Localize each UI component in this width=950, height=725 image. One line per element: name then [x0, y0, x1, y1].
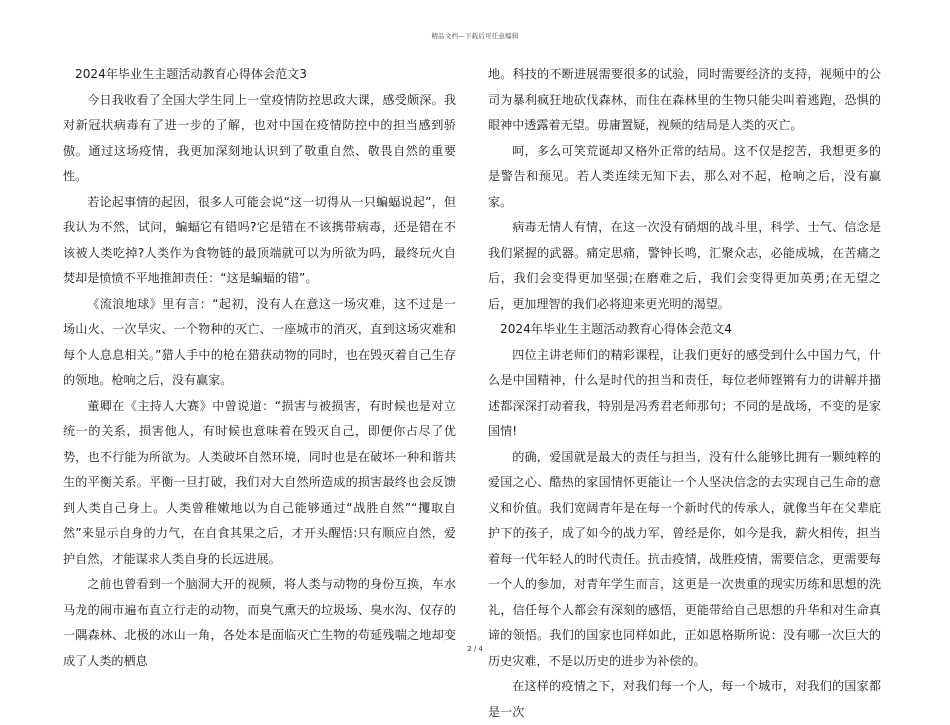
essay-title-3: 2024年毕业生主题活动教育心得体会范文3 — [75, 67, 307, 81]
paragraph: 的确，爱国就是最大的责任与担当，没有什么能够比拥有一颗纯粹的爱国之心、酷热的家国情怀更能让一个人坚决信念的去实现自己生命的意义和价值。我们宽阔青年是在每一个新时代的传承人，就像当年在父辈庇护下的孩子，成了如今的战力军，曾经是你，如今是我，薪火相传，担当着每一代年轻人的时代责任。抗击疫情，战胜疫情，需要信念，更需要每一个人的参加，对青年学生而言，这更是一次贵重的现实历练和思想的洗礼，信任每个人都会有深刻的感悟，更能带给自己思想的升华和对生命真谛的领悟。我们的国家也同样如此，正如恩格斯所说：没有哪一次巨大的历史灾难，不是以历史的进步为补偿的。 — [488, 449, 881, 668]
page-header: 精品文档—下载后可任意编辑 — [431, 32, 519, 40]
paragraph: 若论起事情的起因，很多人可能会说“这一切得从一只蝙蝠说起”，但我认为不然，试问，蝙蝠它有错吗?它是错在不该携带病毒，还是错在不该被人类吃掉?人类作为食物链的最顶端就可以为所欲为吗，最终玩火自焚却是愤愤不平地推卸责任：“这是蝙蝠的错”。 — [63, 194, 456, 285]
page-number: 2 / 4 — [467, 645, 483, 653]
paragraph: 《流浪地球》里有言：“起初，没有人在意这一场灾难，这不过是一场山火、一次旱灾、一个物种的灭亡、一座城市的消灭，直到这场灾难和每个人息息相关。”猎人手中的枪在猎获动物的同时，也在毁灭着自己生存的领地。枪响之后，没有赢家。 — [63, 296, 456, 387]
paragraph: 在这样的疫情之下，对我们每一个人，每一个城市，对我们的国家都是一次 — [488, 679, 881, 719]
left-column — [63, 62, 456, 674]
paragraph: 之前也曾看到一个脑洞大开的视频，将人类与动物的身份互换，车水马龙的闹市遍布直立行走的动物，而臭气熏天的垃圾场、臭水沟、仅存的一隅森林、北极的冰山一角，各处本是面临灭亡生物的苟延残喘之地却变成了人类的栖息 — [63, 577, 456, 668]
paragraph: 病毒无情人有情，在这一次没有硝烟的战斗里，科学、士气、信念是我们紧握的武器。痛定思痛，警钟长鸣，汇聚众志，必能成城，在苦痛之后，我们会变得更加坚强;在磨难之后，我们会变得更加英勇;在无望之后，更加理智的我们必将迎来更光明的渴望。 — [488, 220, 881, 311]
right-column — [488, 62, 881, 725]
paragraph: 呵，多么可笑荒诞却又格外正常的结局。这不仅是挖苦，我想更多的是警告和预见。若人类连续无知下去，那么对不起，枪响之后，没有赢家。 — [488, 143, 881, 209]
paragraph: 今日我收看了全国大学生同上一堂疫情防控思政大课，感受颇深。我对新冠状病毒有了进一步的了解，也对中国在疫情防控中的担当感到骄傲。通过这场疫情，我更加深刻地认识到了敬重自然、敬畏自然的重要性。 — [63, 92, 456, 183]
paragraph-continuation: 地。科技的不断进展需要很多的试验，同时需要经济的支持，视频中的公司为暴利疯狂地砍伐森林，而住在森林里的生物只能尖叫着逃跑，恐惧的眼神中透露着无望。毋庸置疑，视频的结局是人类的灭亡。 — [488, 67, 881, 132]
essay-title-4: 2024年毕业生主题活动教育心得体会范文4 — [500, 322, 732, 336]
paragraph: 董卿在《主持人大赛》中曾说道：“损害与被损害，有时候也是对立统一的关系，损害他人，有时候也意味着在毁灭自己，即便你占尽了优势，也不行能为所欲为。人类破坏自然环境，同时也是在破坏一种和谐共生的平衡关系。平衡一旦打破，我们对大自然所造成的损害最终也会反馈到人类自己身上。人类曾稚嫩地以为自己能够通过“战胜自然”“攫取自然”来显示自身的力气，在自食其果之后，才开头醒悟:只有顺应自然，爱护自然，才能谋求人类自身的长远进展。 — [63, 398, 456, 566]
paragraph: 四位主讲老师们的精彩课程，让我们更好的感受到什么中国力气，什么是中国精神，什么是时代的担当和责任，每位老师铿锵有力的讲解并描述都深深打动着我，特别是冯秀君老师那句；不同的是战场，不变的是家国情! — [488, 347, 881, 438]
